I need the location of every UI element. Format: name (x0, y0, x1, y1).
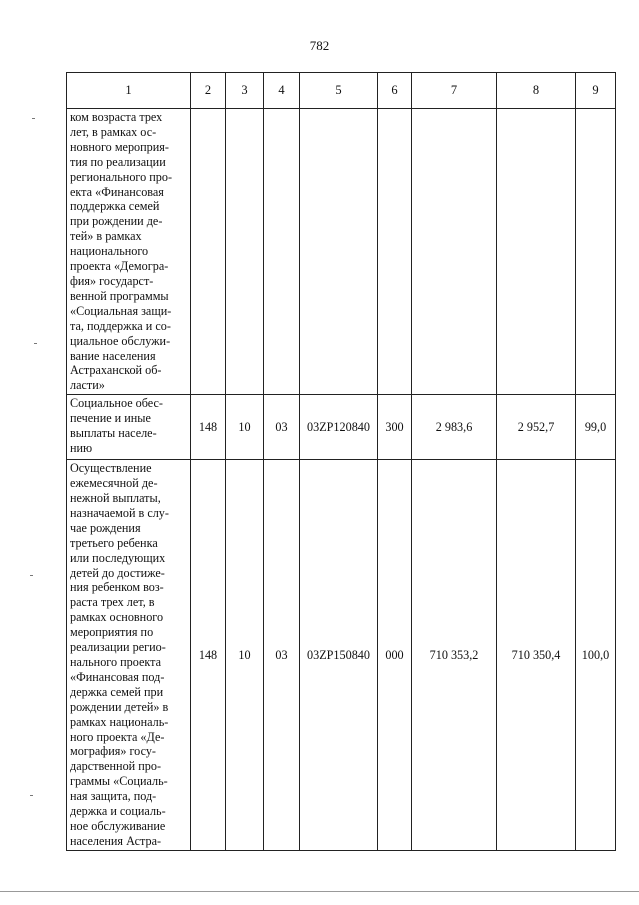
header-cell: 4 (264, 73, 300, 109)
scan-mark (30, 575, 33, 576)
cell-expense-type: 300 (378, 395, 412, 460)
cell-admin-code: 148 (191, 460, 226, 851)
cell-col9: 100,0 (576, 460, 616, 851)
cell-col7 (412, 109, 497, 395)
header-cell: 3 (226, 73, 264, 109)
header-cell: 6 (378, 73, 412, 109)
header-cell: 2 (191, 73, 226, 109)
cell-target-article: 03ZP120840 (300, 395, 378, 460)
cell-target-article (300, 109, 378, 395)
cell-admin-code (191, 109, 226, 395)
header-row (67, 73, 616, 109)
page-bottom-rule (0, 891, 639, 892)
table-row (67, 460, 616, 851)
cell-expense-type: 000 (378, 460, 412, 851)
budget-table (66, 72, 616, 851)
cell-section (226, 109, 264, 395)
cell-subsection (264, 109, 300, 395)
cell-section: 10 (226, 460, 264, 851)
cell-col9: 99,0 (576, 395, 616, 460)
header-cell: 7 (412, 73, 497, 109)
row-description: Осуществление ежемесячной де- нежной выплаты, назначаемой в слу- чае рождения третьего ребенка или последующих детей до достиже- ния ребенком воз- раста трех лет, в рамках основного мероприятия по реализации регио- нального проекта «Финансовая под- держка семей при рождении детей» в рамках националь- ного проекта «Де- мография» госу- дарственной про- граммы «Социаль- ная защита, под- держка и социаль- ное обслуживание населения Астра- (67, 460, 191, 851)
header-cell: 1 (67, 73, 191, 109)
cell-col8 (497, 109, 576, 395)
row-description: Социальное обес- печение и иные выплаты населе- нию (67, 395, 191, 460)
cell-expense-type (378, 109, 412, 395)
cell-col8: 2 952,7 (497, 395, 576, 460)
cell-col7: 2 983,6 (412, 395, 497, 460)
row-description: ком возраста трех лет, в рамках ос- новного мероприя- тия по реализации регионального про- екта «Финансовая поддержка семей при рождении де- тей» в рамках национального проекта «Демогра- фия» государст- венной программы «Социальная защи- та, поддержка и со- циальное обслужи- вание населения Астраханской об- ласти» (67, 109, 191, 395)
page-number: 782 (309, 38, 330, 53)
scan-mark (30, 795, 33, 796)
scan-mark (34, 343, 37, 344)
cell-section: 10 (226, 395, 264, 460)
table-row (67, 109, 616, 395)
scan-mark (32, 118, 35, 119)
cell-admin-code: 148 (191, 395, 226, 460)
table-row (67, 395, 616, 460)
header-cell: 5 (300, 73, 378, 109)
cell-subsection: 03 (264, 395, 300, 460)
cell-col7: 710 353,2 (412, 460, 497, 851)
cell-subsection: 03 (264, 460, 300, 851)
header-cell: 8 (497, 73, 576, 109)
cell-col8: 710 350,4 (497, 460, 576, 851)
cell-target-article: 03ZP150840 (300, 460, 378, 851)
cell-col9 (576, 109, 616, 395)
header-cell: 9 (576, 73, 616, 109)
